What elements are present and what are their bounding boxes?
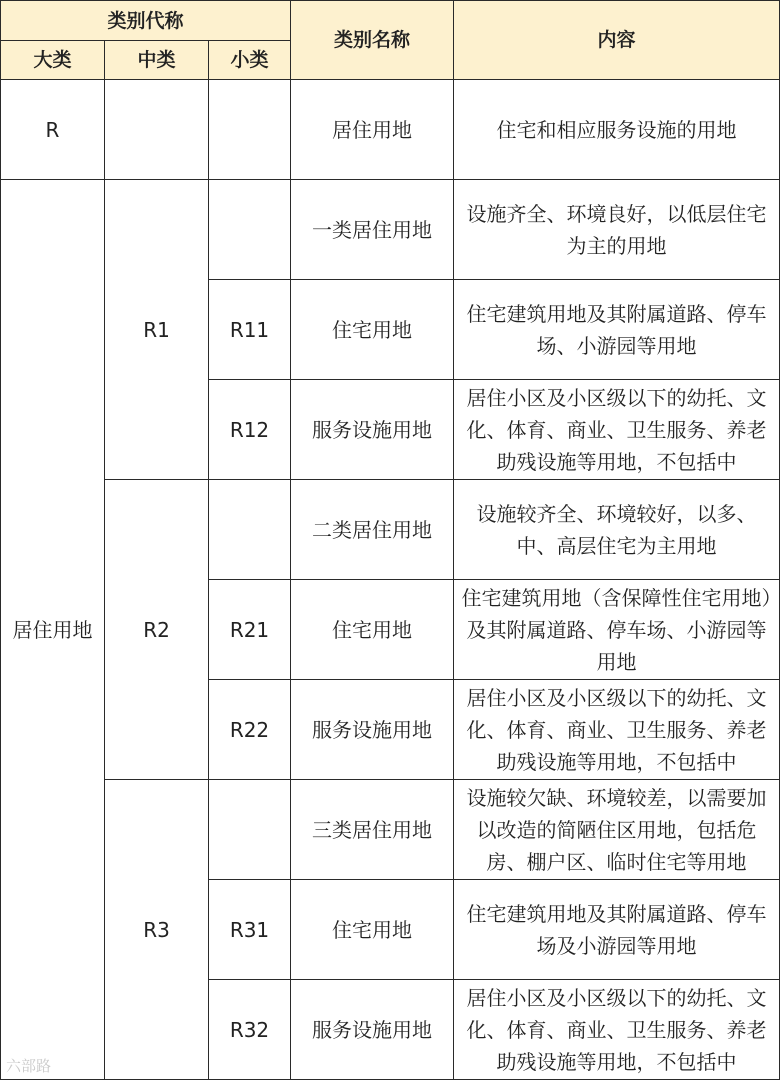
content-cell: 设施齐全、环境良好，以低层住宅为主的用地 — [454, 180, 780, 280]
medium-code-cell: R1 — [105, 180, 209, 480]
category-name-cell: 住宅用地 — [291, 280, 454, 380]
minor-code-cell — [209, 80, 291, 180]
header-major: 大类 — [1, 41, 105, 80]
category-name-cell: 服务设施用地 — [291, 380, 454, 480]
header-content: 内容 — [454, 1, 780, 80]
header-category-name: 类别名称 — [291, 1, 454, 80]
table-row — [1, 80, 780, 180]
content-cell: 住宅建筑用地（含保障性住宅用地）及其附属道路、停车场、小游园等用地 — [454, 580, 780, 680]
category-name-cell: 居住用地 — [291, 80, 454, 180]
category-name-cell: 住宅用地 — [291, 580, 454, 680]
minor-code-cell: R31 — [209, 880, 291, 980]
table-row — [1, 480, 780, 580]
minor-code-cell: R11 — [209, 280, 291, 380]
content-cell: 住宅建筑用地及其附属道路、停车场、小游园等用地 — [454, 280, 780, 380]
header-minor: 小类 — [209, 41, 291, 80]
minor-code-cell: R12 — [209, 380, 291, 480]
content-cell: 住宅建筑用地及其附属道路、停车场及小游园等用地 — [454, 880, 780, 980]
header-category-code: 类别代称 — [1, 1, 291, 41]
content-cell: 设施较欠缺、环境较差，以需要加以改造的简陋住区用地，包括危房、棚户区、临时住宅等用地 — [454, 780, 780, 880]
minor-code-cell — [209, 780, 291, 880]
category-name-cell: 服务设施用地 — [291, 980, 454, 1080]
category-name-cell: 住宅用地 — [291, 880, 454, 980]
medium-code-cell — [105, 80, 209, 180]
major-group-cell: 居住用地 — [1, 180, 105, 1080]
watermark: 六部路 — [6, 1057, 52, 1075]
table-row — [1, 180, 780, 280]
category-name-cell: 二类居住用地 — [291, 480, 454, 580]
medium-code-cell: R2 — [105, 480, 209, 780]
category-name-cell: 三类居住用地 — [291, 780, 454, 880]
content-cell: 居住小区及小区级以下的幼托、文化、体育、商业、卫生服务、养老助残设施等用地，不包括中 — [454, 380, 780, 480]
minor-code-cell: R21 — [209, 580, 291, 680]
content-cell: 居住小区及小区级以下的幼托、文化、体育、商业、卫生服务、养老助残设施等用地，不包括中 — [454, 980, 780, 1080]
major-code-cell: R — [1, 80, 105, 180]
minor-code-cell: R22 — [209, 680, 291, 780]
medium-code-cell: R3 — [105, 780, 209, 1080]
table-row — [1, 780, 780, 880]
category-name-cell: 服务设施用地 — [291, 680, 454, 780]
header-medium: 中类 — [105, 41, 209, 80]
category-name-cell: 一类居住用地 — [291, 180, 454, 280]
content-cell: 居住小区及小区级以下的幼托、文化、体育、商业、卫生服务、养老助残设施等用地，不包括中 — [454, 680, 780, 780]
minor-code-cell — [209, 180, 291, 280]
minor-code-cell — [209, 480, 291, 580]
minor-code-cell: R32 — [209, 980, 291, 1080]
content-cell: 住宅和相应服务设施的用地 — [454, 80, 780, 180]
content-cell: 设施较齐全、环境较好，以多、中、高层住宅为主用地 — [454, 480, 780, 580]
